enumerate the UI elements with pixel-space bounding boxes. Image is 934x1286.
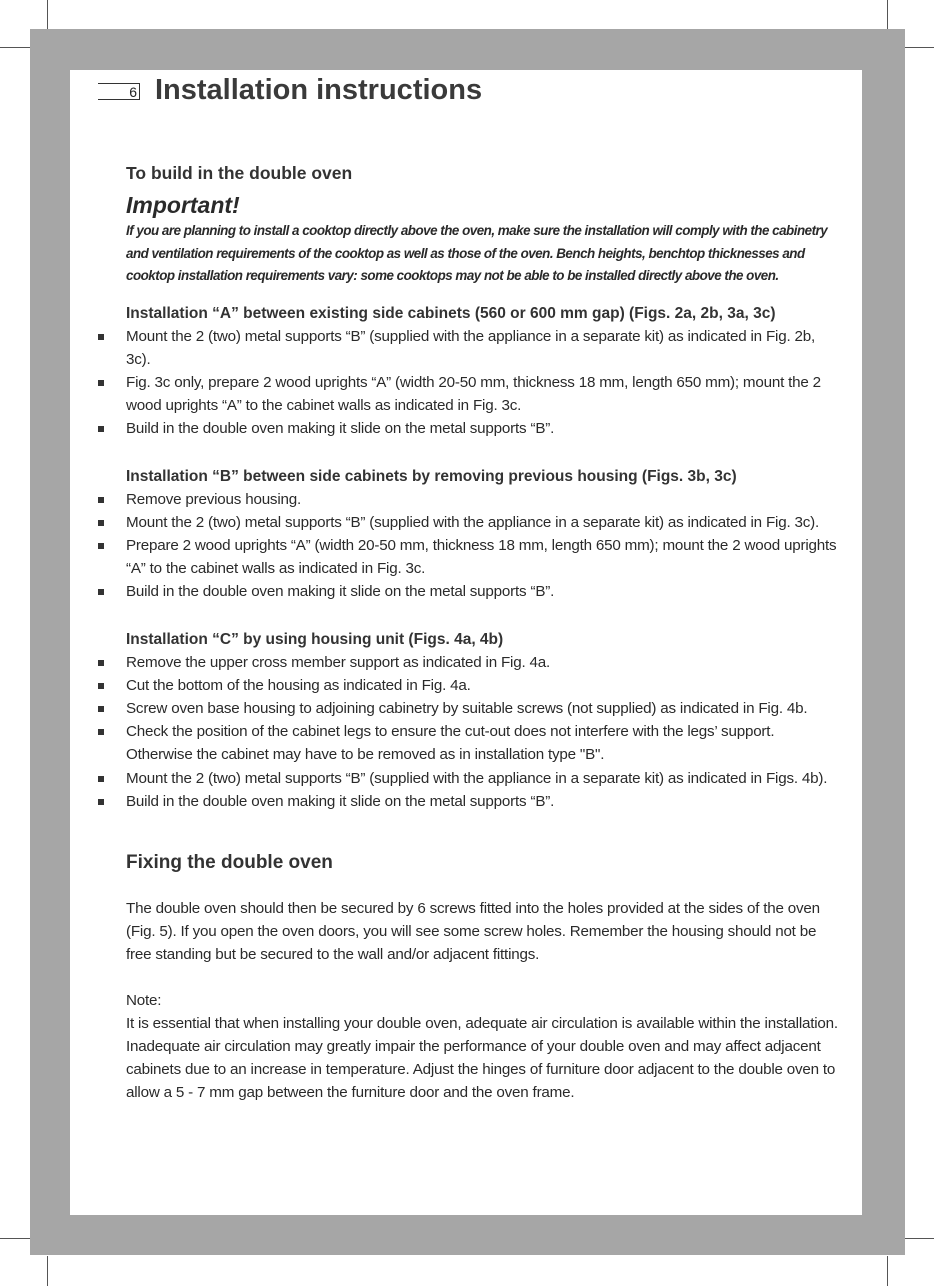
crop-mark — [905, 1238, 934, 1239]
page-title: Installation instructions — [155, 74, 483, 106]
bullet-icon — [98, 380, 104, 386]
list-item: Mount the 2 (two) metal supports “B” (supplied with the appliance in a separate kit) as indicated in Figs. 4b). — [126, 767, 838, 790]
bullet-icon — [98, 520, 104, 526]
list-item: Build in the double oven making it slide on the metal supports “B”. — [126, 790, 838, 813]
bullet-icon — [98, 334, 104, 340]
crop-mark — [47, 1256, 48, 1286]
bullet-icon — [98, 729, 104, 735]
list-item: Prepare 2 wood uprights “A” (width 20-50 mm, thickness 18 mm, length 650 mm); mount the 2 wood uprights “A” to the cabinet walls as indicated in Fig. 3c. — [126, 534, 838, 580]
bullet-icon — [98, 543, 104, 549]
installation-c-heading: Installation “C” by using housing unit (Figs. 4a, 4b) — [126, 630, 504, 648]
document-page — [70, 70, 862, 1215]
list-item: Fig. 3c only, prepare 2 wood uprights “A” (width 20-50 mm, thickness 18 mm, length 650 mm); mount the 2 wood uprights “A” to the cabinet walls as indicated in Fig. 3c. — [126, 371, 838, 417]
crop-mark — [887, 0, 888, 29]
list-item: Cut the bottom of the housing as indicated in Fig. 4a. — [126, 674, 838, 697]
bullet-icon — [98, 660, 104, 666]
page-number: 6 — [98, 83, 140, 100]
bullet-icon — [98, 706, 104, 712]
important-text: If you are planning to install a cooktop directly above the oven, make sure the installation will comply with the cabinetry and ventilation requirements of the cooktop as well as those of the oven. Bench heights, benchtop thicknesses and cooktop installation requirements vary: some cooktops may not be able to be installed directly above the oven. — [126, 223, 828, 283]
list-item: Remove the upper cross member support as indicated in Fig. 4a. — [126, 651, 838, 674]
note-text: It is essential that when installing your double oven, adequate air circulation is available within the installation. Inadequate air circulation may greatly impair the performance of your double oven and may affect adjacent cabinets due to an increase in temperature. Adjust the hinges of furniture door adjacent to the double oven to allow a 5 - 7 mm gap between the furniture door and the oven frame. — [126, 1014, 838, 1101]
crop-mark — [905, 47, 934, 48]
installation-c-list — [126, 651, 838, 813]
list-item: Screw oven base housing to adjoining cabinetry by suitable screws (not supplied) as indicated in Fig. 4b. — [126, 697, 838, 720]
main-content — [126, 162, 838, 1104]
list-item: Build in the double oven making it slide on the metal supports “B”. — [126, 580, 838, 603]
installation-a-list — [126, 325, 838, 441]
important-title: Important! — [126, 192, 240, 218]
note-label: Note: — [126, 991, 162, 1009]
installation-b-heading: Installation “B” between side cabinets by removing previous housing (Figs. 3b, 3c) — [126, 467, 737, 485]
list-item: Mount the 2 (two) metal supports “B” (supplied with the appliance in a separate kit) as indicated in Fig. 2b, 3c). — [126, 325, 838, 371]
bullet-icon — [98, 776, 104, 782]
installation-b-list — [126, 488, 838, 604]
crop-mark — [887, 1256, 888, 1286]
list-item: Check the position of the cabinet legs to ensure the cut-out does not interfere with the legs’ support. Otherwise the cabinet may have to be removed as in installation type "B". — [126, 720, 838, 766]
bullet-icon — [98, 799, 104, 805]
list-item: Build in the double oven making it slide on the metal supports “B”. — [126, 417, 838, 440]
list-item: Mount the 2 (two) metal supports “B” (supplied with the appliance in a separate kit) as indicated in Fig. 3c). — [126, 511, 838, 534]
bullet-icon — [98, 683, 104, 689]
list-item: Remove previous housing. — [126, 488, 838, 511]
fixing-heading: Fixing the double oven — [126, 851, 333, 873]
fixing-text: The double oven should then be secured by 6 screws fitted into the holes provided at the sides of the oven (Fig. 5). If you open the oven doors, you will see some screw holes. Remember the housing should not be free standing but be secured to the wall and/or adjacent fittings. — [126, 899, 820, 963]
crop-mark — [0, 1238, 30, 1239]
bullet-icon — [98, 497, 104, 503]
installation-a-heading: Installation “A” between existing side cabinets (560 or 600 mm gap) (Figs. 2a, 2b, 3a, 3c) — [126, 304, 776, 322]
crop-mark — [0, 47, 30, 48]
crop-mark — [47, 0, 48, 29]
bullet-icon — [98, 426, 104, 432]
bullet-icon — [98, 589, 104, 595]
build-heading: To build in the double oven — [126, 163, 353, 183]
